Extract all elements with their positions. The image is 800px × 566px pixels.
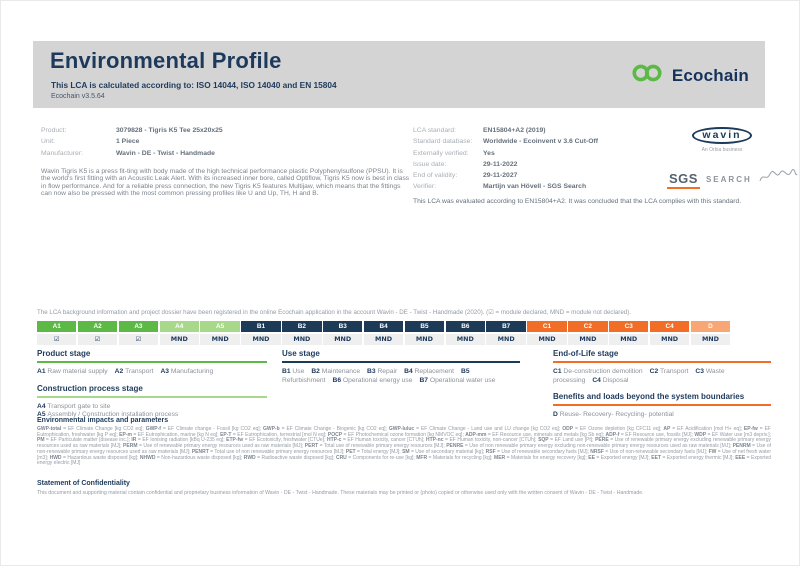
header-banner: [33, 41, 765, 108]
module-cell-C3: C3: [609, 321, 648, 332]
stage-item-B1: B1 Use: [282, 368, 305, 375]
stage-item-A2: A2 Transport: [114, 368, 154, 375]
manufacturer-row: [41, 148, 413, 159]
module-cell-A3: A3: [119, 321, 158, 332]
module-status-B6: MND: [446, 334, 485, 345]
stage-item-A3: A3 Manufacturing: [160, 368, 214, 375]
product-value: 3079828 - Tigris K5 Tee 25x20x25: [116, 127, 223, 134]
stage-item-C2: C2 Transport: [649, 368, 689, 375]
manufacturer-value: Wavin - DE - Twist - Handmade: [116, 149, 215, 157]
stage-construction: [37, 384, 267, 420]
module-cell-B4: B4: [364, 321, 403, 332]
stage-items: [553, 411, 771, 420]
module-status-B5: MND: [405, 334, 444, 345]
module-cell-B2: B2: [282, 321, 321, 332]
verifier-value: Martijn van Hövell - SGS Search: [483, 183, 587, 191]
evaluation-statement: This LCA was evaluated according to EN15804+A2. It was concluded that the LCA complies with this standard.: [413, 198, 742, 205]
stage-column-product: [37, 349, 267, 420]
product-label: Product:: [41, 127, 67, 134]
stage-items: [282, 368, 520, 385]
externally-verified-value: Yes: [483, 149, 495, 157]
stage-rule: [553, 404, 771, 406]
app-version: Ecochain v3.5.64: [51, 93, 105, 100]
impacts-heading: Environmental impacts and parameters: [37, 417, 169, 424]
stage-title: Use stage: [282, 349, 320, 358]
module-cell-B1: B1: [241, 321, 280, 332]
registration-note: The LCA background information and project dossier have been registered in the online Ecochain application in the account Wavin - DE - Twist - Handmade (2020). (☑ = module declared, MND = module not declared).: [37, 309, 632, 316]
stage-column-eol: [553, 349, 771, 420]
module-cell-D: D: [691, 321, 730, 332]
product-description: Wavin Tigris K5 is a press fit-ting with body made of the high technical performance plastic Polyphenylsulfone (PPSU). It is the world's first fitting with an Acoustic Leak Alert. With its increased inner bore, called Optiflow, Tigris K5 now is best in class in flow performance. And for a reliable press connection, the new Tigris K5 features Multijaw, which means that the fittings can now also be pressed with the most common pressing profiles like U and Up, TH, H and B.: [41, 168, 410, 198]
externally-verified-row: [413, 148, 689, 159]
stage-title: Construction process stage: [37, 383, 143, 393]
unit-label: Unit:: [41, 138, 55, 146]
lca-info: [413, 125, 689, 193]
issue-date-value: 29-11-2022: [483, 160, 518, 168]
stage-item-A1: A1 Raw material supply: [37, 368, 108, 375]
standard-database-value: Worldwide - Ecoinvent v 3.6 Cut-Off: [483, 138, 599, 146]
stage-items: [37, 368, 267, 377]
module-cell-B6: B6: [446, 321, 485, 332]
stage-rule: [37, 396, 267, 398]
page-title: Environmental Profile: [50, 48, 282, 73]
verifier-signature-icon: [758, 169, 798, 190]
module-status-B1: MND: [241, 334, 280, 345]
confidentiality-heading: Statement of Confidentiality: [37, 480, 130, 487]
stage-item-B6: B6 Operational energy use: [332, 376, 413, 384]
ecochain-logo: [631, 63, 749, 88]
stage-product: [37, 349, 267, 377]
search-logo-text: SEARCH: [705, 175, 752, 184]
lca-standard-value: EN15804+A2 (2019): [483, 127, 546, 134]
module-header-row: [37, 321, 771, 332]
module-cell-B3: B3: [323, 321, 362, 332]
module-status-C2: MND: [568, 334, 607, 345]
stage-column-use: [282, 349, 520, 385]
externally-verified-label: Externally verified:: [413, 149, 469, 157]
wavin-logo-subtext: An Orbia business: [701, 147, 743, 153]
wavin-logo-text: wavin: [692, 127, 752, 144]
module-cell-A2: A2: [78, 321, 117, 332]
end-of-validity-label: End of validity:: [413, 172, 458, 180]
sgs-search-logo: [667, 169, 798, 190]
module-cell-C4: C4: [650, 321, 689, 332]
stage-item-B2: B2 Maintenance: [311, 368, 361, 375]
unit-row: [41, 136, 413, 147]
stage-items: [553, 368, 771, 385]
module-status-C4: MND: [650, 334, 689, 345]
stage-rule: [37, 361, 267, 363]
stage-use: [282, 349, 520, 385]
confidentiality-text: This document and supporting material contain confidential and proprietary business information of Wavin - DE - Twist - Handmade. These materials may be printed or (photo) copied or otherwise used only with the written consent of Wavin - DE - Twist - Handmade.: [37, 490, 644, 496]
module-status-A4: MND: [160, 334, 199, 345]
stage-item-B4: B4 Replacement: [404, 368, 454, 375]
stage-item-A4: A4 Transport gate to site: [37, 402, 111, 410]
stage-rule: [553, 361, 771, 363]
stage-item-C3: C3 Waste processing: [553, 368, 725, 384]
module-cell-B5: B5: [405, 321, 444, 332]
standard-database-label: Standard database:: [413, 138, 473, 146]
stage-item-A5: A5 Assembly / Construction installation process: [37, 411, 179, 418]
end-of-validity-value: 29-11-2027: [483, 172, 518, 180]
ecochain-infinity-icon: [631, 63, 665, 88]
sgs-logo-text: SGS: [667, 171, 700, 189]
module-status-A5: MND: [200, 334, 239, 345]
module-status-C1: MND: [527, 334, 566, 345]
module-cell-A5: A5: [200, 321, 239, 332]
standard-database-row: [413, 136, 689, 147]
issue-date-row: [413, 159, 689, 170]
module-status-B3: MND: [323, 334, 362, 345]
module-status-B7: MND: [486, 334, 525, 345]
module-status-D: MND: [691, 334, 730, 345]
module-cell-A1: A1: [37, 321, 76, 332]
verifier-label: Verifier:: [413, 183, 437, 191]
impacts-text: GWP-total = EF Climate Change [kg CO2 eq]; GWP-f = EF Climate change - Fossil [kg CO2 eq]; GWP-b = EF Climate Change - Biogenic [kg CO2 eq]; GWP-luluc = EF Climate Change - Land use and LU change [kg CO2 eq]; ODP = EF Ozone depletion [kg CFC11 eq]; AP = EF Acidification [mol H+ eq]; EP-fw = EF Eutrophication, freshwater [kg P eq]; EP-m = EF Eutrophication, marine [kg N eq]; EP-T = EF Eutrophication, terrestrial [mol N eq]; POCP = EF Photochemical ozone formation [kg NMVOC eq]; ADP-mm = EF Resource use, minerals and metals [kg Sb eq]; ADP-f = EF Resource use, fossils [MJ]; WDP = EF Water use [m3 depriv.]; PM = EF Particulate matter [disease inc.]; IR = EF Ionising radiation [kBq U-235 eq]; ETP-fw = EF Ecotoxicity, freshwater [CTUe]; HTP-c = EF Human toxicity, cancer [CTUh]; HTP-nc = EF Human toxicity, non-cancer [CTUh]; SQP = EF Land use [Pt]; PERE = Use of renewable primary energy excluding renewable primary energy resources used as raw materials [MJ]; PERM = Use of renewable primary energy resources used as raw materials [MJ]; PERT = Total use of renewable primary energy resources [MJ]; PENRE = Use of non renewable primary energy excluding non-renewable primary energy resources used as raw materials [MJ]; PENRM = Use of non-renewable primary energy resources used as raw materials [MJ]; PENRT = Total use of non renewable primary energy resources [MJ]; PET = Total energy [MJ]; SM = Use of secondary material [kg]; RSF = Use of renewable secondary fuels [MJ]; NRSF = Use of non-renewable secondary fuels [MJ]; FW = Use of net fresh water [m3]; HWD = Hazardous waste disposed [kg]; NHWD = Non-hazardous waste disposed [kg]; RWD = Radioactive waste disposed [kg]; CRU = Components for re-use [kg]; MFR = Materials for recycling [kg]; MER = Materials for energy recovery [kg]; EE = Exported energy [MJ]; EET = Exported energy thermic [MJ]; EEE = Exported energy electric [MJ]: [37, 426, 772, 467]
stage-item-C1: C1 De-construction demolition: [553, 368, 643, 375]
verifier-row: [413, 181, 689, 192]
stage-item-B3: B3 Repair: [367, 368, 398, 375]
stage-item-B7: B7 Operational water use: [419, 376, 496, 384]
product-info: [41, 125, 413, 159]
end-of-validity-row: [413, 170, 689, 181]
module-cell-C1: C1: [527, 321, 566, 332]
product-row: [41, 125, 413, 136]
lca-standard-label: LCA standard:: [413, 127, 457, 134]
stage-item-D: D Reuse- Recovery- Recycling- potential: [553, 411, 674, 418]
module-status-C3: MND: [609, 334, 648, 345]
module-cell-C2: C2: [568, 321, 607, 332]
module-cell-B7: B7: [486, 321, 525, 332]
stage-eol: [553, 349, 771, 385]
module-status-A2: ☑: [78, 334, 117, 345]
stage-item-C4: C4 Disposal: [592, 376, 629, 384]
module-status-row: [37, 334, 771, 345]
header-subtitle: This LCA is calculated according to: ISO 14044, ISO 14040 and EN 15804: [51, 80, 337, 90]
wavin-logo: [692, 127, 752, 153]
stage-title: Product stage: [37, 349, 91, 358]
module-cell-A4: A4: [160, 321, 199, 332]
module-status-B2: MND: [282, 334, 321, 345]
lca-standard-row: [413, 125, 689, 136]
stage-rule: [282, 361, 520, 363]
ecochain-logo-text: Ecochain: [671, 65, 749, 85]
module-status-A3: ☑: [119, 334, 158, 345]
stage-title: End-of-Life stage: [553, 349, 619, 358]
unit-value: 1 Piece: [116, 138, 140, 146]
module-status-B4: MND: [364, 334, 403, 345]
stage-item-B5: B5 Refurbishment: [282, 368, 470, 384]
stage-benefits: [553, 392, 771, 420]
module-table: [37, 321, 771, 346]
issue-date-label: Issue date:: [413, 160, 447, 168]
manufacturer-label: Manufacturer:: [41, 149, 83, 157]
module-status-A1: ☑: [37, 334, 76, 345]
stage-title: Benefits and loads beyond the system boundaries: [553, 392, 745, 401]
